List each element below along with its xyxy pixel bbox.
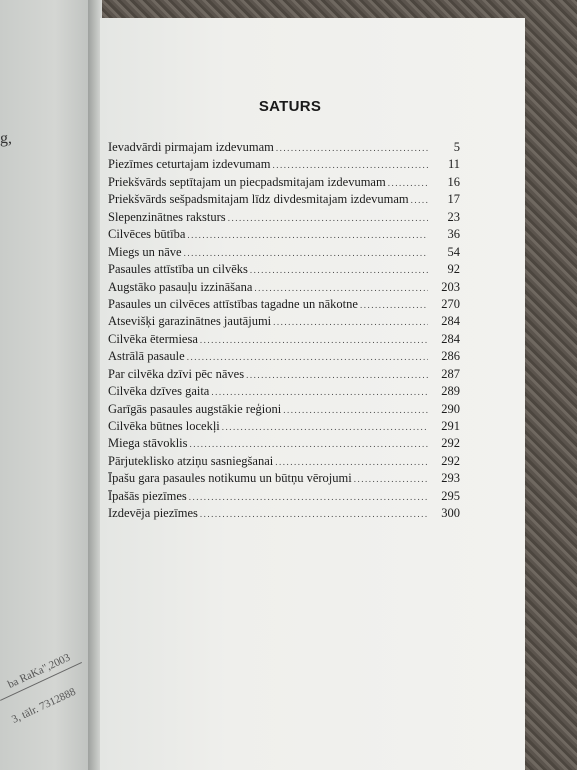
toc-entry-page: 203 bbox=[441, 279, 460, 294]
toc-entry bbox=[108, 505, 460, 522]
toc-entry-title: Pārjuteklisko atziņu sasniegšanai bbox=[108, 453, 274, 468]
toc-dot-leader bbox=[272, 157, 428, 174]
toc-entry-page: 293 bbox=[441, 471, 460, 486]
toc-entry-page: 300 bbox=[441, 506, 460, 521]
toc-entry-title: Cilvēces būtība bbox=[108, 227, 186, 242]
toc-dot-leader bbox=[275, 454, 428, 471]
toc-entry bbox=[108, 401, 460, 418]
toc-entry bbox=[108, 348, 460, 365]
toc-entry bbox=[108, 191, 460, 208]
toc-dot-leader bbox=[388, 175, 428, 192]
toc-entry-title: Slepenzinātnes raksturs bbox=[108, 209, 226, 224]
toc-entry-title: Pasaules un cilvēces attīstības tagadne un nākotne bbox=[108, 296, 358, 311]
toc-entry-title: Miega stāvoklis bbox=[108, 436, 188, 451]
toc-entry-page: 5 bbox=[453, 140, 460, 154]
toc-entry-page: 23 bbox=[447, 209, 460, 224]
toc-entry-title: Miegs un nāve bbox=[108, 244, 182, 259]
toc-dot-leader bbox=[411, 192, 428, 209]
toc-entry bbox=[108, 488, 460, 505]
toc-dot-leader bbox=[354, 471, 428, 488]
toc-entry bbox=[108, 174, 460, 191]
toc-entry-title: Priekšvārds septītajam un piecpadsmitajam izdevumam bbox=[108, 174, 386, 189]
toc-entry bbox=[108, 331, 460, 348]
toc-entry-page: 16 bbox=[447, 174, 460, 189]
toc-dot-leader bbox=[246, 367, 428, 384]
left-page-fragment-publisher: ba RaKa",2003 bbox=[6, 651, 73, 691]
toc-entry-page: 291 bbox=[441, 419, 460, 433]
toc-dot-leader bbox=[189, 489, 428, 506]
toc-dot-leader bbox=[228, 210, 428, 227]
toc-entry-page: 290 bbox=[441, 401, 460, 416]
toc-entry-page: 11 bbox=[447, 157, 460, 172]
toc-dot-leader bbox=[211, 384, 428, 401]
toc-entry-title: Pasaules attīstība un cilvēks bbox=[108, 262, 248, 277]
toc-dot-leader bbox=[250, 262, 428, 279]
toc-entry-title: Ievadvārdi pirmajam izdevumam bbox=[108, 140, 274, 154]
left-page bbox=[0, 0, 92, 770]
toc-entry-title: Atsevišķi garazinātnes jautājumi bbox=[108, 314, 272, 329]
toc-entry bbox=[108, 261, 460, 278]
toc-entry-page: 17 bbox=[447, 192, 460, 207]
toc-entry bbox=[108, 435, 460, 452]
toc-entry-title: Īpašu gara pasaules notikumu un būtņu vērojumi bbox=[108, 471, 352, 486]
toc-entry bbox=[108, 383, 460, 400]
toc-entry-title: Piezīmes ceturtajam izdevumam bbox=[108, 157, 271, 172]
toc-entry-page: 284 bbox=[441, 314, 460, 329]
toc-dot-leader bbox=[187, 349, 428, 366]
toc-dot-leader bbox=[190, 436, 428, 453]
table-of-contents bbox=[108, 139, 460, 523]
toc-entry bbox=[108, 156, 460, 173]
toc-dot-leader bbox=[200, 332, 428, 349]
toc-entry-page: 284 bbox=[441, 331, 460, 346]
toc-dot-leader bbox=[200, 506, 428, 523]
toc-entry bbox=[108, 209, 460, 226]
toc-entry-page: 295 bbox=[441, 488, 460, 503]
toc-entry-page: 36 bbox=[447, 227, 460, 242]
toc-entry-page: 287 bbox=[441, 366, 460, 381]
toc-entry-title: Īpašās piezīmes bbox=[108, 488, 187, 503]
toc-entry bbox=[108, 244, 460, 261]
toc-dot-leader bbox=[254, 280, 428, 297]
toc-entry-title: Astrālā pasaule bbox=[108, 349, 185, 364]
toc-entry-page: 289 bbox=[441, 384, 460, 399]
left-page-fragment-phone: 3, tālr. 7312888 bbox=[10, 685, 78, 726]
toc-entry-title: Par cilvēka dzīvi pēc nāves bbox=[108, 366, 245, 381]
toc-entry bbox=[108, 139, 460, 156]
toc-entry bbox=[108, 313, 460, 330]
toc-dot-leader bbox=[222, 419, 428, 436]
toc-entry-title: Izdevēja piezīmes bbox=[108, 506, 198, 521]
toc-entry-title: Priekšvārds sešpadsmitajam līdz divdesmitajam izdevumam bbox=[108, 192, 409, 207]
toc-entry-page: 54 bbox=[447, 244, 460, 259]
toc-dot-leader bbox=[273, 314, 428, 331]
toc-entry-page: 92 bbox=[447, 262, 460, 277]
toc-entry bbox=[108, 366, 460, 383]
page-title: SATURS bbox=[258, 98, 322, 115]
toc-entry bbox=[108, 226, 460, 243]
toc-entry-title: Cilvēka dzīves gaita bbox=[108, 384, 210, 399]
toc-entry-title: Augstāko pasauļu izzināšana bbox=[108, 279, 253, 294]
toc-entry-title: Cilvēka būtnes locekļi bbox=[108, 419, 220, 433]
toc-entry-page: 286 bbox=[441, 349, 460, 364]
toc-dot-leader bbox=[276, 140, 428, 157]
toc-entry bbox=[108, 470, 460, 487]
left-page-fragment-mark: g, bbox=[0, 130, 12, 147]
toc-entry-page: 270 bbox=[441, 296, 460, 311]
toc-dot-leader bbox=[184, 245, 428, 262]
toc-entry-page: 292 bbox=[441, 453, 460, 468]
toc-dot-leader bbox=[187, 227, 428, 244]
toc-entry-page: 292 bbox=[441, 436, 460, 451]
toc-entry bbox=[108, 296, 460, 313]
toc-dot-leader bbox=[360, 297, 428, 314]
toc-entry-title: Garīgās pasaules augstākie reģioni bbox=[108, 401, 282, 416]
toc-dot-leader bbox=[283, 402, 428, 419]
right-page bbox=[100, 18, 525, 770]
toc-entry-title: Cilvēka ētermiesa bbox=[108, 331, 198, 346]
toc-entry bbox=[108, 418, 460, 435]
toc-entry bbox=[108, 453, 460, 470]
toc-entry bbox=[108, 279, 460, 296]
